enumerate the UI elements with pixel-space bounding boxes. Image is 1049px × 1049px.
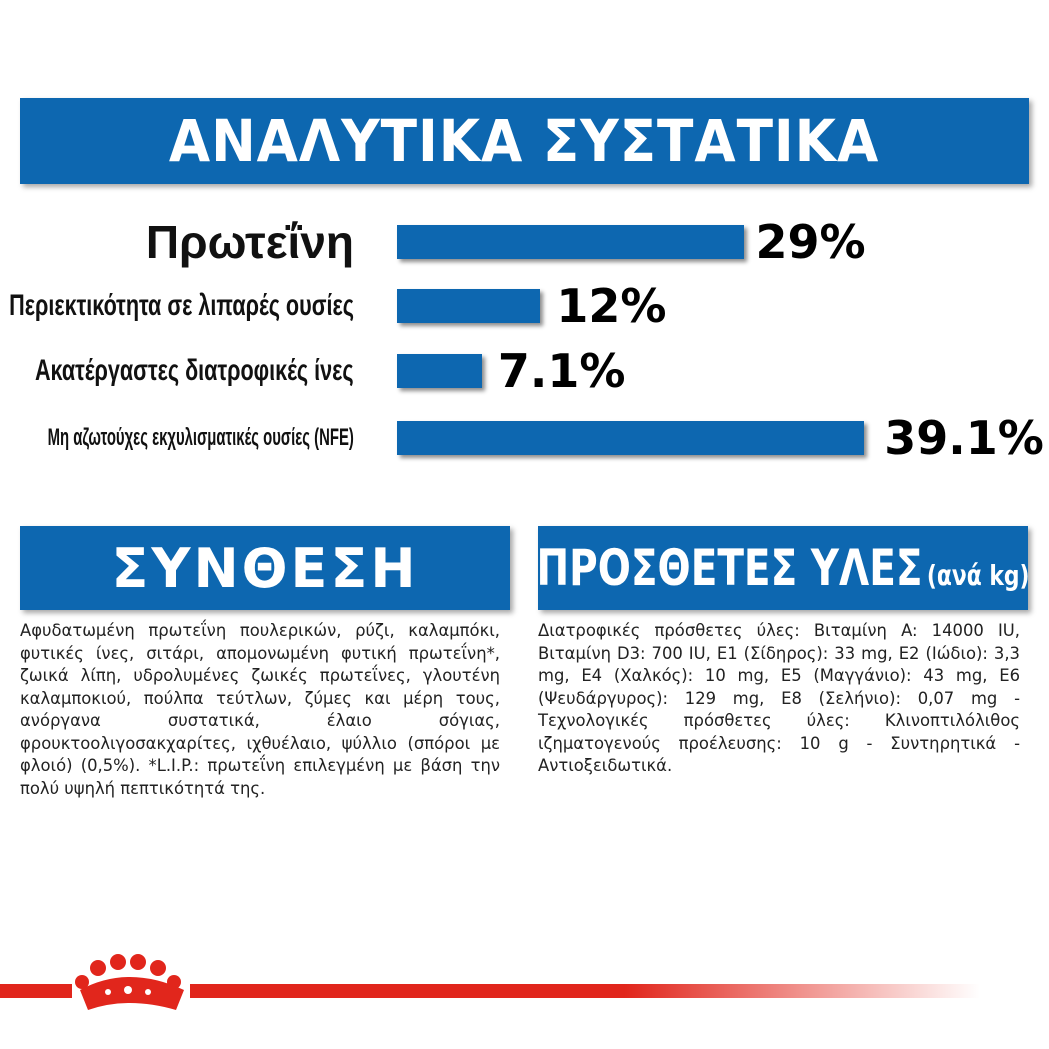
analysis-title: ΑΝΑΛΥΤΙΚΑ ΣΥΣΤΑΤΙΚΑ [169,107,880,175]
crown-icon [74,952,190,1016]
composition-title: ΣΥΝΘΕΣΗ [111,536,419,600]
footer-accent-line-right [190,984,980,998]
nutrient-value: 39.1% [884,411,1044,465]
additives-header [538,526,1028,610]
nutrient-bar [397,354,482,388]
nutrient-label: Ακατέργαστες διατροφικές ίνες [35,354,354,387]
nutrient-chart [0,0,1049,520]
nutrient-bar [397,225,744,259]
nutrient-label: Μη αζωτούχες εκχυλισματικές ουσίες (NFE) [47,424,354,451]
nutrient-value: 29% [755,215,866,269]
nutrient-label: Πρωτεΐνη [145,216,354,268]
footer-accent-line-left [0,984,72,998]
additives-title-main: ΠΡΟΣΘΕΤΕΣ ΥΛΕΣ [536,539,923,597]
nutrient-bar [397,289,540,323]
nutrient-label: Περιεκτικότητα σε λιπαρές ουσίες [9,289,354,322]
composition-text: Αφυδατωμένη πρωτεΐνη πουλερικών, ρύζι, καλαμπόκι, φυτικές ίνες, σιτάρι, απομονωμένη φυτική πρωτεΐνη*, ζωικά λίπη, υδρολυμένες ζωικές πρωτεΐνες, γλουτένη καλαμποκιού, πούλπα τεύτλων, ζύμες και μέρη τους, ανόργανα συστατικά, έλαιο σόγιας, φρουκτοολιγοσακχαρίτες, ιχθυέλαιο, ψύλλιο (σπόροι με φλοιό) (0,5%). *L.I.P.: πρωτεΐνη επιλεγμένη με βάση την πολύ υψηλή πεπτικότητά της. [20,621,500,798]
nutrient-value: 12% [556,279,667,333]
additives-title [537,539,1030,597]
nutrient-bar [397,421,864,455]
composition-header [20,526,510,610]
additives-text: Διατροφικές πρόσθετες ύλες: Βιταμίνη A: 14000 IU, Βιταμίνη D3: 700 IU, E1 (Σίδηρος): 33 mg, E2 (Ιώδιο): 3,3 mg, E4 (Χαλκός): 10 mg, E5 (Μαγγάνιο): 43 mg, E6 (Ψευδάργυρος): 129 mg, E8 (Σελήνιο): 0,07 mg - Τεχνολογικές πρόσθετες ύλες: Κλινοπτιλόλιθος ιζηματογενούς προέλευσης: 10 g - Συντηρητικά - Αντιοξειδωτικά. [538,621,1020,775]
additives-title-suffix: (ανά kg) [926,559,1030,592]
nutrient-value: 7.1% [497,344,626,398]
